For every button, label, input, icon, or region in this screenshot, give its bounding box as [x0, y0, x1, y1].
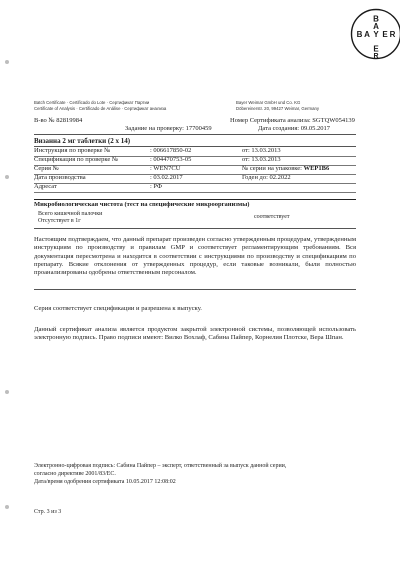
divider [34, 199, 356, 200]
svg-text:R: R [389, 30, 396, 39]
signature-line: Электронно-цифровая подпись: Сабина Пайпер – эксперт, ответственный за выпуск данной серии, [34, 463, 287, 469]
svg-text:B: B [373, 14, 379, 24]
signature-directive: согласно директиве 2001/83/ЕС. [34, 471, 116, 477]
svg-text:E: E [373, 44, 379, 54]
divider [34, 192, 356, 193]
svg-text:B: B [356, 30, 363, 39]
micro-test-name: Всего кишечной палочки [38, 211, 103, 217]
punch-hole [5, 175, 9, 179]
inspection-task: Задание на проверку: 17700459 [125, 125, 212, 132]
table-row: Спецификация по проверке № : 004470753-05 от: 13.03.2013 [34, 156, 281, 163]
document-type-header: Batch Certificate · Certificado do Lote · Сертификат Партии Certificate of Analysis · Certificado de Análise · Сертификат анализа [34, 100, 167, 111]
punch-hole [5, 390, 9, 394]
release-statement: Серия соответствует спецификации и разрешена к выпуску. [34, 305, 202, 312]
certificate-number: Номер Сертификата анализа: SGTQW054139 [230, 117, 355, 124]
svg-text:R: R [373, 53, 379, 60]
svg-text:A: A [373, 21, 379, 31]
document-number: В-во № 82819984 [34, 117, 83, 124]
svg-text:A: A [364, 30, 370, 39]
svg-text:Y: Y [373, 30, 379, 39]
electronic-signature-statement: Данный сертификат анализа является продуктом закрытой электронной системы, позволяющей использовать электронную подпись. Право подписи имеют: Вилко Вохлаф, Сабина Пайпер, Корнелия Плотске, Вера Шпан. [34, 326, 356, 342]
gmp-declaration: Настоящим подтверждаем, что данный препарат произведен согласно утвержденным процедурам, утвержденным инструкциям по производству и правилам GMP и соответствует регламентирующим требованиям. Вся документация пересмотрена и находится в соответствии с инструкциями по производству и спецификациям по препарату. Всякие отклонения от утвержденных процедур, если таковые возникали, были полностью проанализированы одобрены ответственным персоналом. [34, 236, 356, 277]
table-row: Дата производства : 03.02.2017 Годен до: 02.2022 [34, 174, 291, 181]
manufacturer-address: Bayer Weimar GmbH und Co. KG Döbereinerstr. 20, 99427 Weimar, Germany [236, 100, 320, 111]
micro-test-limit: Отсутствует в 1г [38, 218, 81, 224]
micro-test-result: соответствует [254, 214, 290, 220]
bayer-logo [350, 8, 400, 60]
svg-text:E: E [382, 30, 388, 39]
punch-hole [5, 60, 9, 64]
divider [34, 134, 356, 135]
micro-section-title: Микробиологическая чистота (тест на специфические микроорганизмы) [34, 201, 250, 208]
punch-hole [5, 505, 9, 509]
product-name: Визанна 2 мг таблетки (2 x 14) [34, 137, 131, 145]
table-row: Адресат : РФ [34, 183, 163, 190]
table-row: Инструкция по проверке № : 006617850-02 от: 13.03.2013 [34, 147, 281, 154]
divider [34, 289, 356, 290]
creation-date: Дата создания: 09.05.2017 [258, 125, 330, 132]
page-number: Стр. 3 из 3 [34, 509, 62, 515]
table-row: Серия № : WEN7CU № серии на упаковке: WEP1B6 [34, 165, 330, 172]
divider [34, 228, 356, 229]
approval-timestamp: Дата/время одобрения сертификата 10.05.2017 12:08:02 [34, 479, 176, 485]
